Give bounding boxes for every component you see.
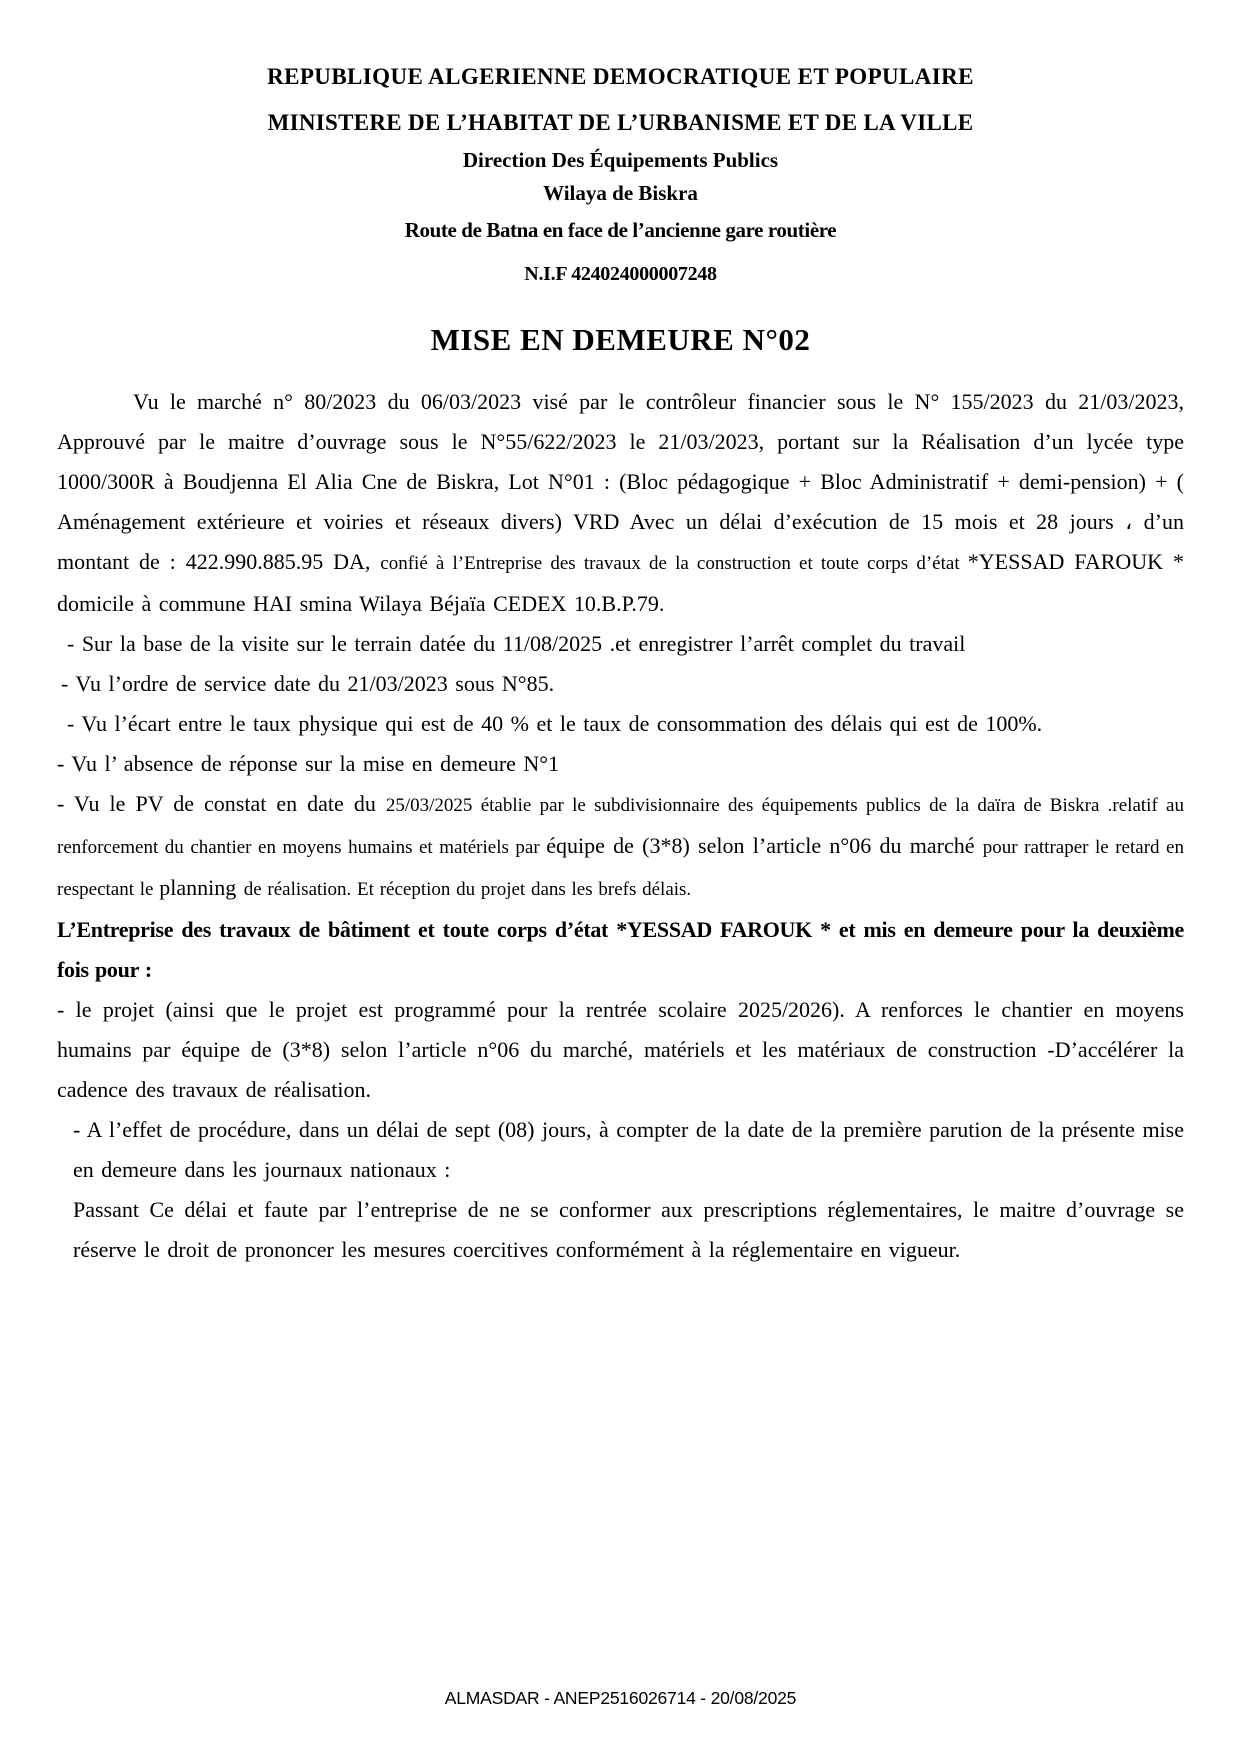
text-run-domicile: *YESSAD FAROUK * domicile à commune HAI smina Wilaya Béjaïa CEDEX 10.B.P.79. (57, 549, 1184, 616)
paragraph-mesures-coercitives: Passant Ce délai et faute par l’entreprise de ne se conformer aux prescriptions réglementaires, le maitre d’ouvrage se réserve le droit de prononcer les mesures coercitives conformément à la réglementaire en vigueur. (73, 1197, 1184, 1262)
header-ministry: MINISTERE DE L’HABITAT DE L’URBANISME ET DE LA VILLE (267, 110, 974, 135)
text-run-equipe: équipe de (3*8) selon l’article n°06 du marché (546, 833, 983, 858)
paragraph-projet-rentree: - le projet (ainsi que le projet est programmé pour la rentrée scolaire 2025/2026). A renforces le chantier en moyens humains par équipe de (3*8) selon l’article n°06 du marché, matériels et les matériaux de construction -D’accélérer la cadence des travaux de réalisation. (57, 997, 1184, 1102)
header-republic: REPUBLIQUE ALGERIENNE DEMOCRATIQUE ET POPULAIRE (267, 64, 974, 89)
document-footer: ALMASDAR - ANEP2516026714 - 20/08/2025 (444, 1688, 797, 1708)
text-run-marche: Vu le marché n° 80/2023 du 06/03/2023 visé par le contrôleur financier sous le N° 155/2023 du 21/03/2023, Approuvé par le maitre d’ouvrage sous le N°55/622/2023 le 21/03/2023, portant sur la Réalisation d’un lycée type 1000/300R à Boudjenna El Alia Cne de Biskra, Lot N°01 : (Bloc pédagogique + Bloc Administratif + demi-pension) + ( Aménagement extérieure et voiries et réseaux divers) VRD Avec un délai d’exécution de 15 mois et 28 jours ، d’un montant de : 422.990.885.95 DA, (57, 389, 1184, 574)
text-run-entreprise: confié à l’Entreprise des travaux de la construction et toute corps d’état (380, 553, 968, 574)
page-title: MISE EN DEMEURE N°02 (430, 322, 811, 357)
header-direction: Direction Des Équipements Publics (462, 148, 779, 172)
paragraph-ecart-taux: - Vu l’écart entre le taux physique qui est de 40 % et le taux de consommation des délais qui est de 100%. (67, 711, 1043, 736)
header-wilaya: Wilaya de Biskra (543, 181, 698, 205)
text-run-pv: - Vu le PV de constat en date du (57, 791, 386, 816)
text-run-planning: planning (159, 875, 244, 900)
header-address: Route de Batna en face de l’ancienne gare routière (404, 218, 837, 242)
document-body (57, 382, 1184, 1270)
text-run-subdivisionnaire: 25/03/2025 établie par le subdivisionnaire des équipements publics de la daïra de Biskra .relatif au renforcement du chantier en moyens humains et matériels par (57, 795, 1184, 858)
paragraph-ordre-service: - Vu l’ordre de service date du 21/03/2023 sous N°85. (61, 671, 555, 696)
paragraph-pv-constat (57, 784, 1184, 910)
paragraph-marche (57, 382, 1184, 624)
paragraph-delai-sept-jours: - A l’effet de procédure, dans un délai de sept (08) jours, à compter de la date de la première parution de la présente mise en demeure dans les journaux nationaux : (73, 1117, 1184, 1182)
text-run-reception: de réalisation. Et réception du projet dans les brefs délais. (243, 879, 692, 900)
text-run-retard: pour rattraper le retard en respectant le (57, 837, 1184, 900)
document-header (57, 64, 1184, 286)
paragraph-mise-en-demeure-notice: L’Entreprise des travaux de bâtiment et toute corps d’état *YESSAD FAROUK * et mis en demeure pour la deuxième fois pour : (57, 917, 1184, 982)
paragraph-absence-reponse: - Vu l’ absence de réponse sur la mise en demeure N°1 (57, 751, 560, 776)
paragraph-visite-terrain: - Sur la base de la visite sur le terrain datée du 11/08/2025 .et enregistrer l’arrêt complet du travail (67, 631, 966, 656)
header-nif: N.I.F 424024000007248 (524, 263, 717, 285)
